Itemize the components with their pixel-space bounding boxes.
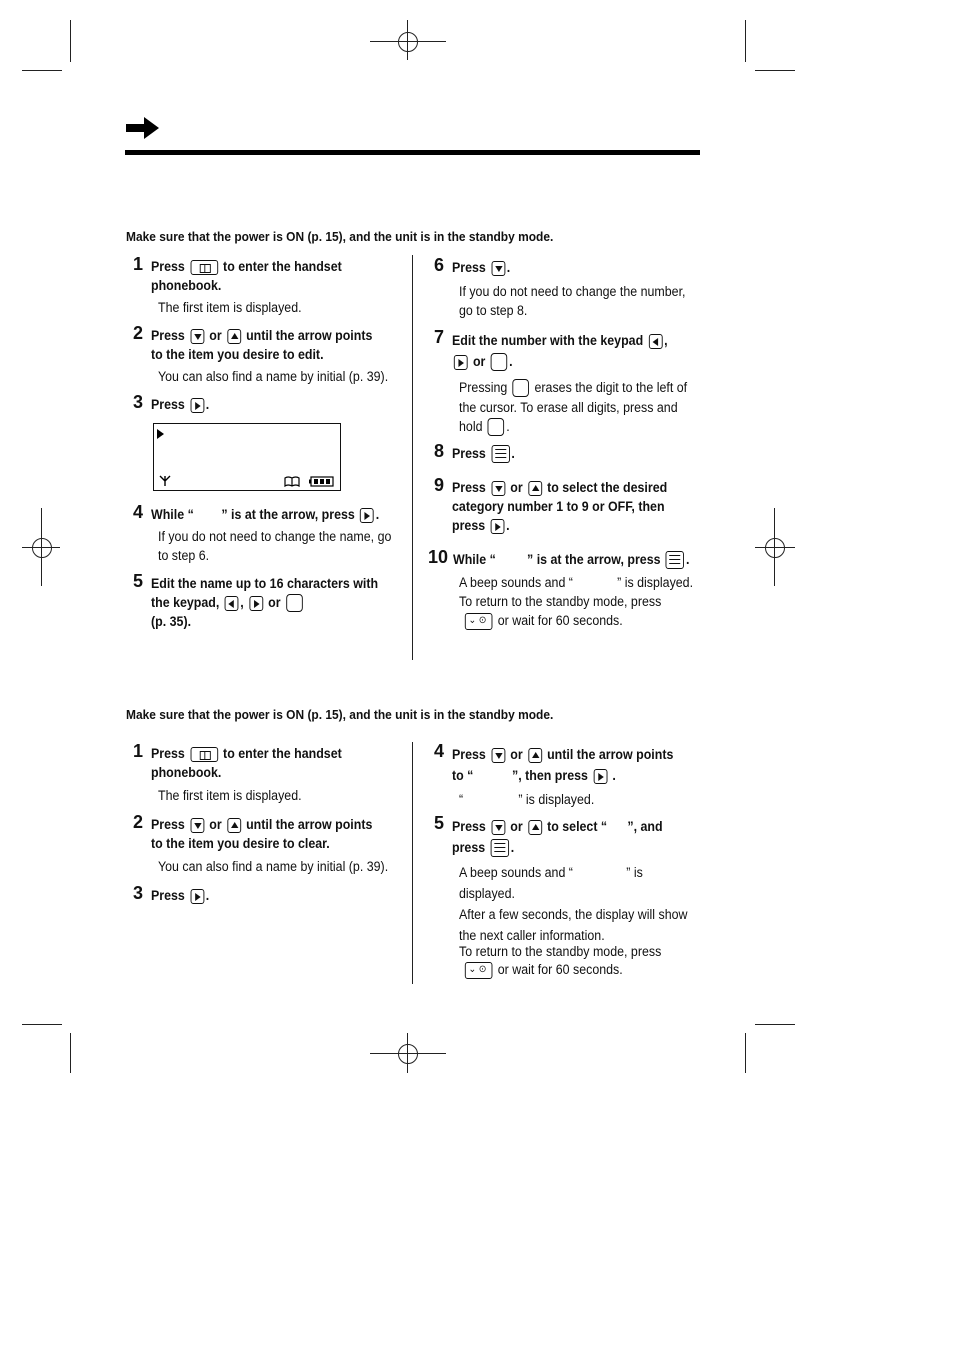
step-note: The first item is displayed. — [158, 300, 302, 315]
continue-arrow-icon — [126, 116, 160, 140]
down-key-icon — [491, 261, 505, 276]
cursor-arrow-icon — [157, 429, 165, 439]
clear-key-icon — [491, 353, 508, 371]
right-key-icon — [190, 398, 204, 413]
clear-key-icon — [513, 379, 530, 397]
battery-icon — [309, 476, 335, 487]
phonebook-key-icon — [190, 747, 218, 762]
down-key-icon — [190, 329, 204, 344]
down-key-icon — [491, 748, 505, 763]
up-key-icon — [227, 818, 241, 833]
up-key-icon — [528, 820, 542, 835]
off-key-icon: ⌄ ⊙ — [465, 962, 493, 979]
phonebook-icon — [284, 476, 300, 487]
left-key-icon — [648, 334, 662, 349]
lcd-display — [153, 423, 341, 491]
up-key-icon — [528, 481, 542, 496]
antenna-icon — [159, 475, 171, 487]
right-key-icon — [249, 596, 263, 611]
header-rule — [125, 150, 700, 155]
menu-key-icon — [666, 551, 684, 569]
down-key-icon — [491, 820, 505, 835]
column-divider — [412, 742, 413, 984]
phonebook-key-icon — [190, 260, 218, 275]
step-number: 1 — [133, 254, 144, 274]
right-key-icon — [190, 889, 204, 904]
section2-intro: Make sure that the power is ON (p. 15), and the unit is in the standby mode. — [126, 707, 554, 722]
right-key-icon — [454, 355, 468, 370]
up-key-icon — [227, 329, 241, 344]
menu-key-icon — [491, 445, 509, 463]
left-key-icon — [225, 596, 239, 611]
down-key-icon — [491, 481, 505, 496]
right-key-icon — [360, 508, 374, 523]
menu-key-icon — [490, 839, 508, 857]
section1-intro: Make sure that the power is ON (p. 15), and the unit is in the standby mode. — [126, 229, 554, 244]
step-note: You can also find a name by initial (p. 39). — [158, 369, 389, 384]
down-key-icon — [190, 818, 204, 833]
off-key-icon: ⌄ ⊙ — [465, 613, 493, 630]
clear-key-icon — [488, 418, 505, 436]
right-key-icon — [593, 769, 607, 784]
column-divider — [412, 255, 413, 660]
clear-key-icon — [286, 594, 303, 612]
up-key-icon — [528, 748, 542, 763]
right-key-icon — [490, 519, 504, 534]
